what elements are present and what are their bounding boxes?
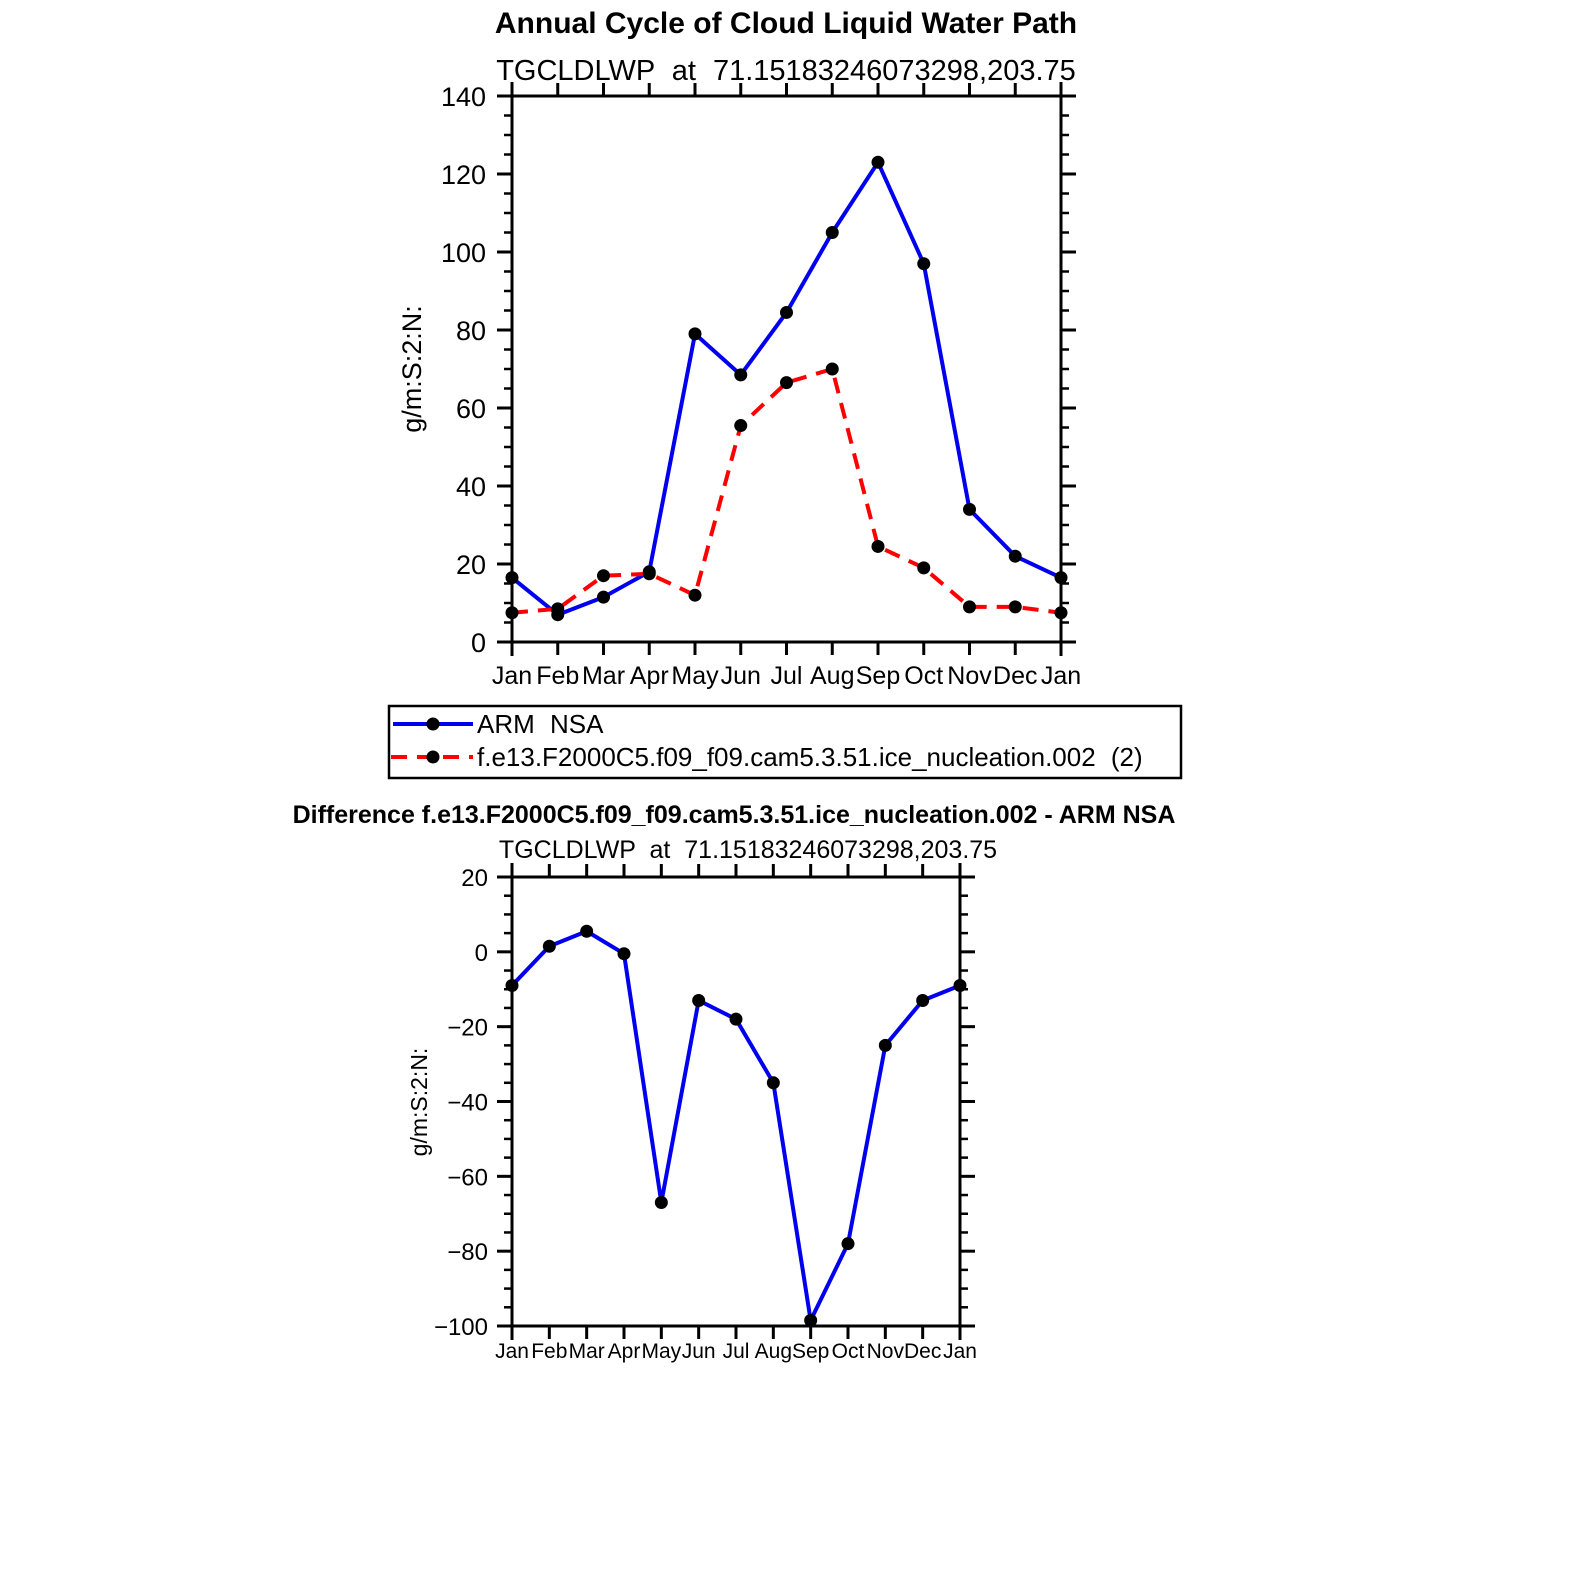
data-point-marker: [692, 994, 705, 1007]
legend: [389, 706, 1181, 778]
y-tick-label: 0: [474, 939, 488, 967]
data-point-marker: [842, 1237, 855, 1250]
y-tick-label: 40: [455, 472, 486, 502]
data-point-marker: [963, 600, 976, 613]
data-point-marker: [734, 419, 747, 432]
y-tick-label: 20: [461, 865, 488, 892]
top-chart-title: Annual Cycle of Cloud Liquid Water Path: [494, 7, 1078, 40]
x-tick-label: Jul: [722, 1340, 750, 1363]
data-point-marker: [734, 368, 747, 381]
data-point-marker: [506, 571, 519, 584]
x-tick-label: Mar: [568, 1340, 605, 1363]
x-tick-label: Jan: [491, 662, 533, 690]
x-tick-label: Feb: [536, 662, 580, 690]
bottom-chart-plot-area: [434, 863, 977, 1363]
y-tick-label: 20: [455, 550, 486, 580]
top-chart-plot-area: [441, 82, 1081, 690]
data-point-marker: [804, 1314, 817, 1327]
x-tick-label: Aug: [754, 1340, 793, 1363]
x-tick-label: Jan: [943, 1340, 977, 1363]
y-tick-label: −100: [433, 1314, 488, 1341]
data-point-marker: [826, 363, 839, 376]
data-point-marker: [543, 940, 556, 953]
data-point-marker: [655, 1196, 668, 1209]
data-point-marker: [506, 606, 519, 619]
bottom-chart-y-axis-label: g/m:S:2:N:: [406, 1047, 432, 1157]
x-tick-label: Nov: [947, 662, 992, 690]
data-point-marker: [506, 979, 519, 992]
data-point-marker: [689, 589, 702, 602]
y-tick-label: 140: [440, 82, 486, 112]
data-point-marker: [780, 376, 793, 389]
data-point-marker: [826, 226, 839, 239]
data-point-marker: [643, 567, 656, 580]
bottom-chart-title: Difference f.e13.F2000C5.f09_f09.cam5.3.51.ice_nucleation.002 - ARM NSA: [292, 801, 1176, 829]
y-tick-label: −60: [447, 1164, 488, 1192]
x-tick-label: Aug: [810, 662, 855, 690]
x-tick-label: Jun: [681, 1340, 716, 1363]
y-tick-label: 80: [455, 316, 486, 346]
x-tick-label: Nov: [866, 1340, 905, 1363]
y-tick-label: −80: [447, 1239, 488, 1267]
top-chart-y-axis-label: g/m:S:2:N:: [397, 305, 427, 433]
legend-entry-arm-nsa: [393, 709, 604, 739]
x-tick-label: Oct: [904, 662, 944, 690]
legend-marker-dot: [427, 751, 440, 764]
data-point-marker: [597, 569, 610, 582]
data-point-marker: [963, 503, 976, 516]
x-tick-label: Sep: [791, 1340, 830, 1363]
y-tick-label: −20: [447, 1014, 488, 1042]
data-point-marker: [597, 591, 610, 604]
series-line: [512, 369, 1061, 613]
x-tick-label: Jan: [495, 1340, 529, 1363]
x-tick-label: May: [671, 662, 719, 690]
top-chart-subtitle: TGCLDLWP at 71.15183246073298,203.75: [496, 55, 1076, 87]
legend-label-arm-nsa: ARM NSA: [477, 709, 604, 739]
data-point-marker: [879, 1039, 892, 1052]
legend-entry-model: [391, 742, 1143, 772]
y-tick-label: 120: [440, 160, 486, 190]
x-tick-label: Mar: [581, 662, 626, 690]
data-point-marker: [580, 925, 593, 938]
x-tick-label: Dec: [903, 1340, 942, 1363]
data-point-marker: [954, 979, 967, 992]
x-tick-label: Oct: [831, 1340, 865, 1363]
x-tick-label: Dec: [993, 662, 1038, 690]
data-point-marker: [1009, 550, 1022, 563]
data-point-marker: [780, 306, 793, 319]
series-line: [512, 931, 960, 1320]
data-point-marker: [917, 257, 930, 270]
legend-label-model: f.e13.F2000C5.f09_f09.cam5.3.51.ice_nucleation.002 (2): [477, 742, 1143, 772]
data-point-marker: [916, 994, 929, 1007]
data-point-marker: [917, 561, 930, 574]
bottom-chart-subtitle: TGCLDLWP at 71.15183246073298,203.75: [498, 836, 998, 864]
y-tick-label: 0: [470, 628, 486, 658]
data-point-marker: [1055, 606, 1068, 619]
x-tick-label: Feb: [531, 1340, 568, 1363]
data-point-marker: [1009, 600, 1022, 613]
data-point-marker: [872, 156, 885, 169]
data-point-marker: [689, 327, 702, 340]
data-point-marker: [767, 1076, 780, 1089]
x-tick-label: May: [641, 1340, 682, 1363]
x-tick-label: Apr: [607, 1340, 641, 1363]
legend-marker-dot: [427, 718, 440, 731]
data-point-marker: [618, 947, 631, 960]
y-tick-label: 100: [440, 238, 486, 268]
data-point-marker: [730, 1013, 743, 1026]
data-point-marker: [872, 540, 885, 553]
x-tick-label: Jun: [720, 662, 761, 690]
x-tick-label: Sep: [855, 662, 901, 690]
data-point-marker: [1055, 571, 1068, 584]
y-tick-label: 60: [455, 394, 486, 424]
x-tick-label: Jan: [1040, 662, 1082, 690]
data-point-marker: [551, 602, 564, 615]
x-tick-label: Apr: [629, 662, 669, 690]
x-tick-label: Jul: [770, 662, 803, 690]
y-tick-label: −40: [447, 1089, 488, 1117]
